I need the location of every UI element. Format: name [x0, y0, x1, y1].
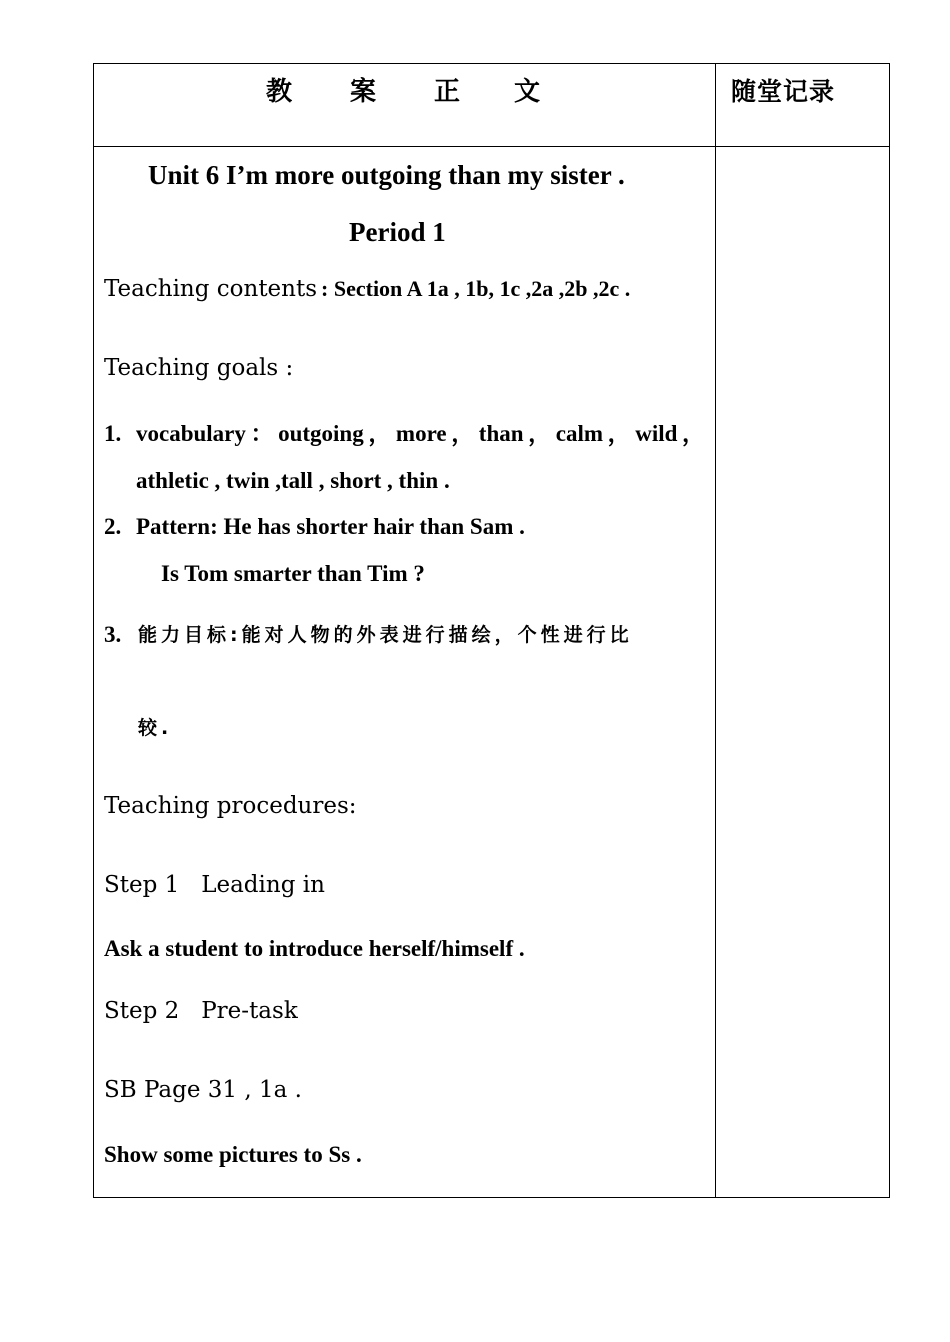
goal-vocabulary-line1: vocabulary：outgoing，more，than，calm，wild，: [136, 421, 705, 446]
header-char: 文: [514, 77, 541, 107]
header-divider: [94, 146, 889, 147]
goal-number: 3.: [104, 622, 122, 647]
notes-column-header: 随堂记录: [731, 77, 836, 106]
goal-number: 1.: [104, 421, 122, 446]
contents-label: Teaching contents: [104, 276, 318, 302]
teaching-goals-label: Teaching goals :: [104, 355, 294, 381]
goal-ability-line1: 能力目标:能对人物的外表进行描绘，个性进行比: [138, 624, 633, 646]
lesson-period: Period 1: [349, 217, 446, 247]
header-char: 案: [350, 77, 377, 107]
header-char: 教: [266, 77, 293, 107]
goal-ability-line2: 较.: [138, 717, 173, 739]
column-divider: [715, 64, 716, 1197]
step1-text: Ask a student to introduce herself/himself .: [104, 936, 525, 961]
contents-value: : Section A 1a , 1b, 1c ,2a ,2b ,2c .: [321, 276, 631, 301]
step1-heading: Step 1 Leading in: [104, 872, 325, 898]
goal-number: 2.: [104, 514, 122, 539]
teaching-procedures-label: Teaching procedures:: [104, 793, 357, 819]
step2-heading: Step 2 Pre-task: [104, 998, 298, 1024]
teaching-contents: [104, 274, 630, 307]
goal-pattern-line2: Is Tom smarter than Tim ?: [161, 561, 425, 586]
lesson-title: Unit 6 I’m more outgoing than my sister .: [148, 160, 625, 190]
main-column-header: [94, 64, 715, 146]
goal-pattern-line1: Pattern: He has shorter hair than Sam .: [136, 514, 525, 539]
sb-page-reference: SB Page 31 , 1a .: [104, 1077, 302, 1103]
show-pictures-text: Show some pictures to Ss .: [104, 1142, 362, 1167]
header-char: 正: [434, 77, 461, 107]
goal-vocabulary-line2: athletic , twin ,tall , short , thin .: [136, 468, 450, 493]
